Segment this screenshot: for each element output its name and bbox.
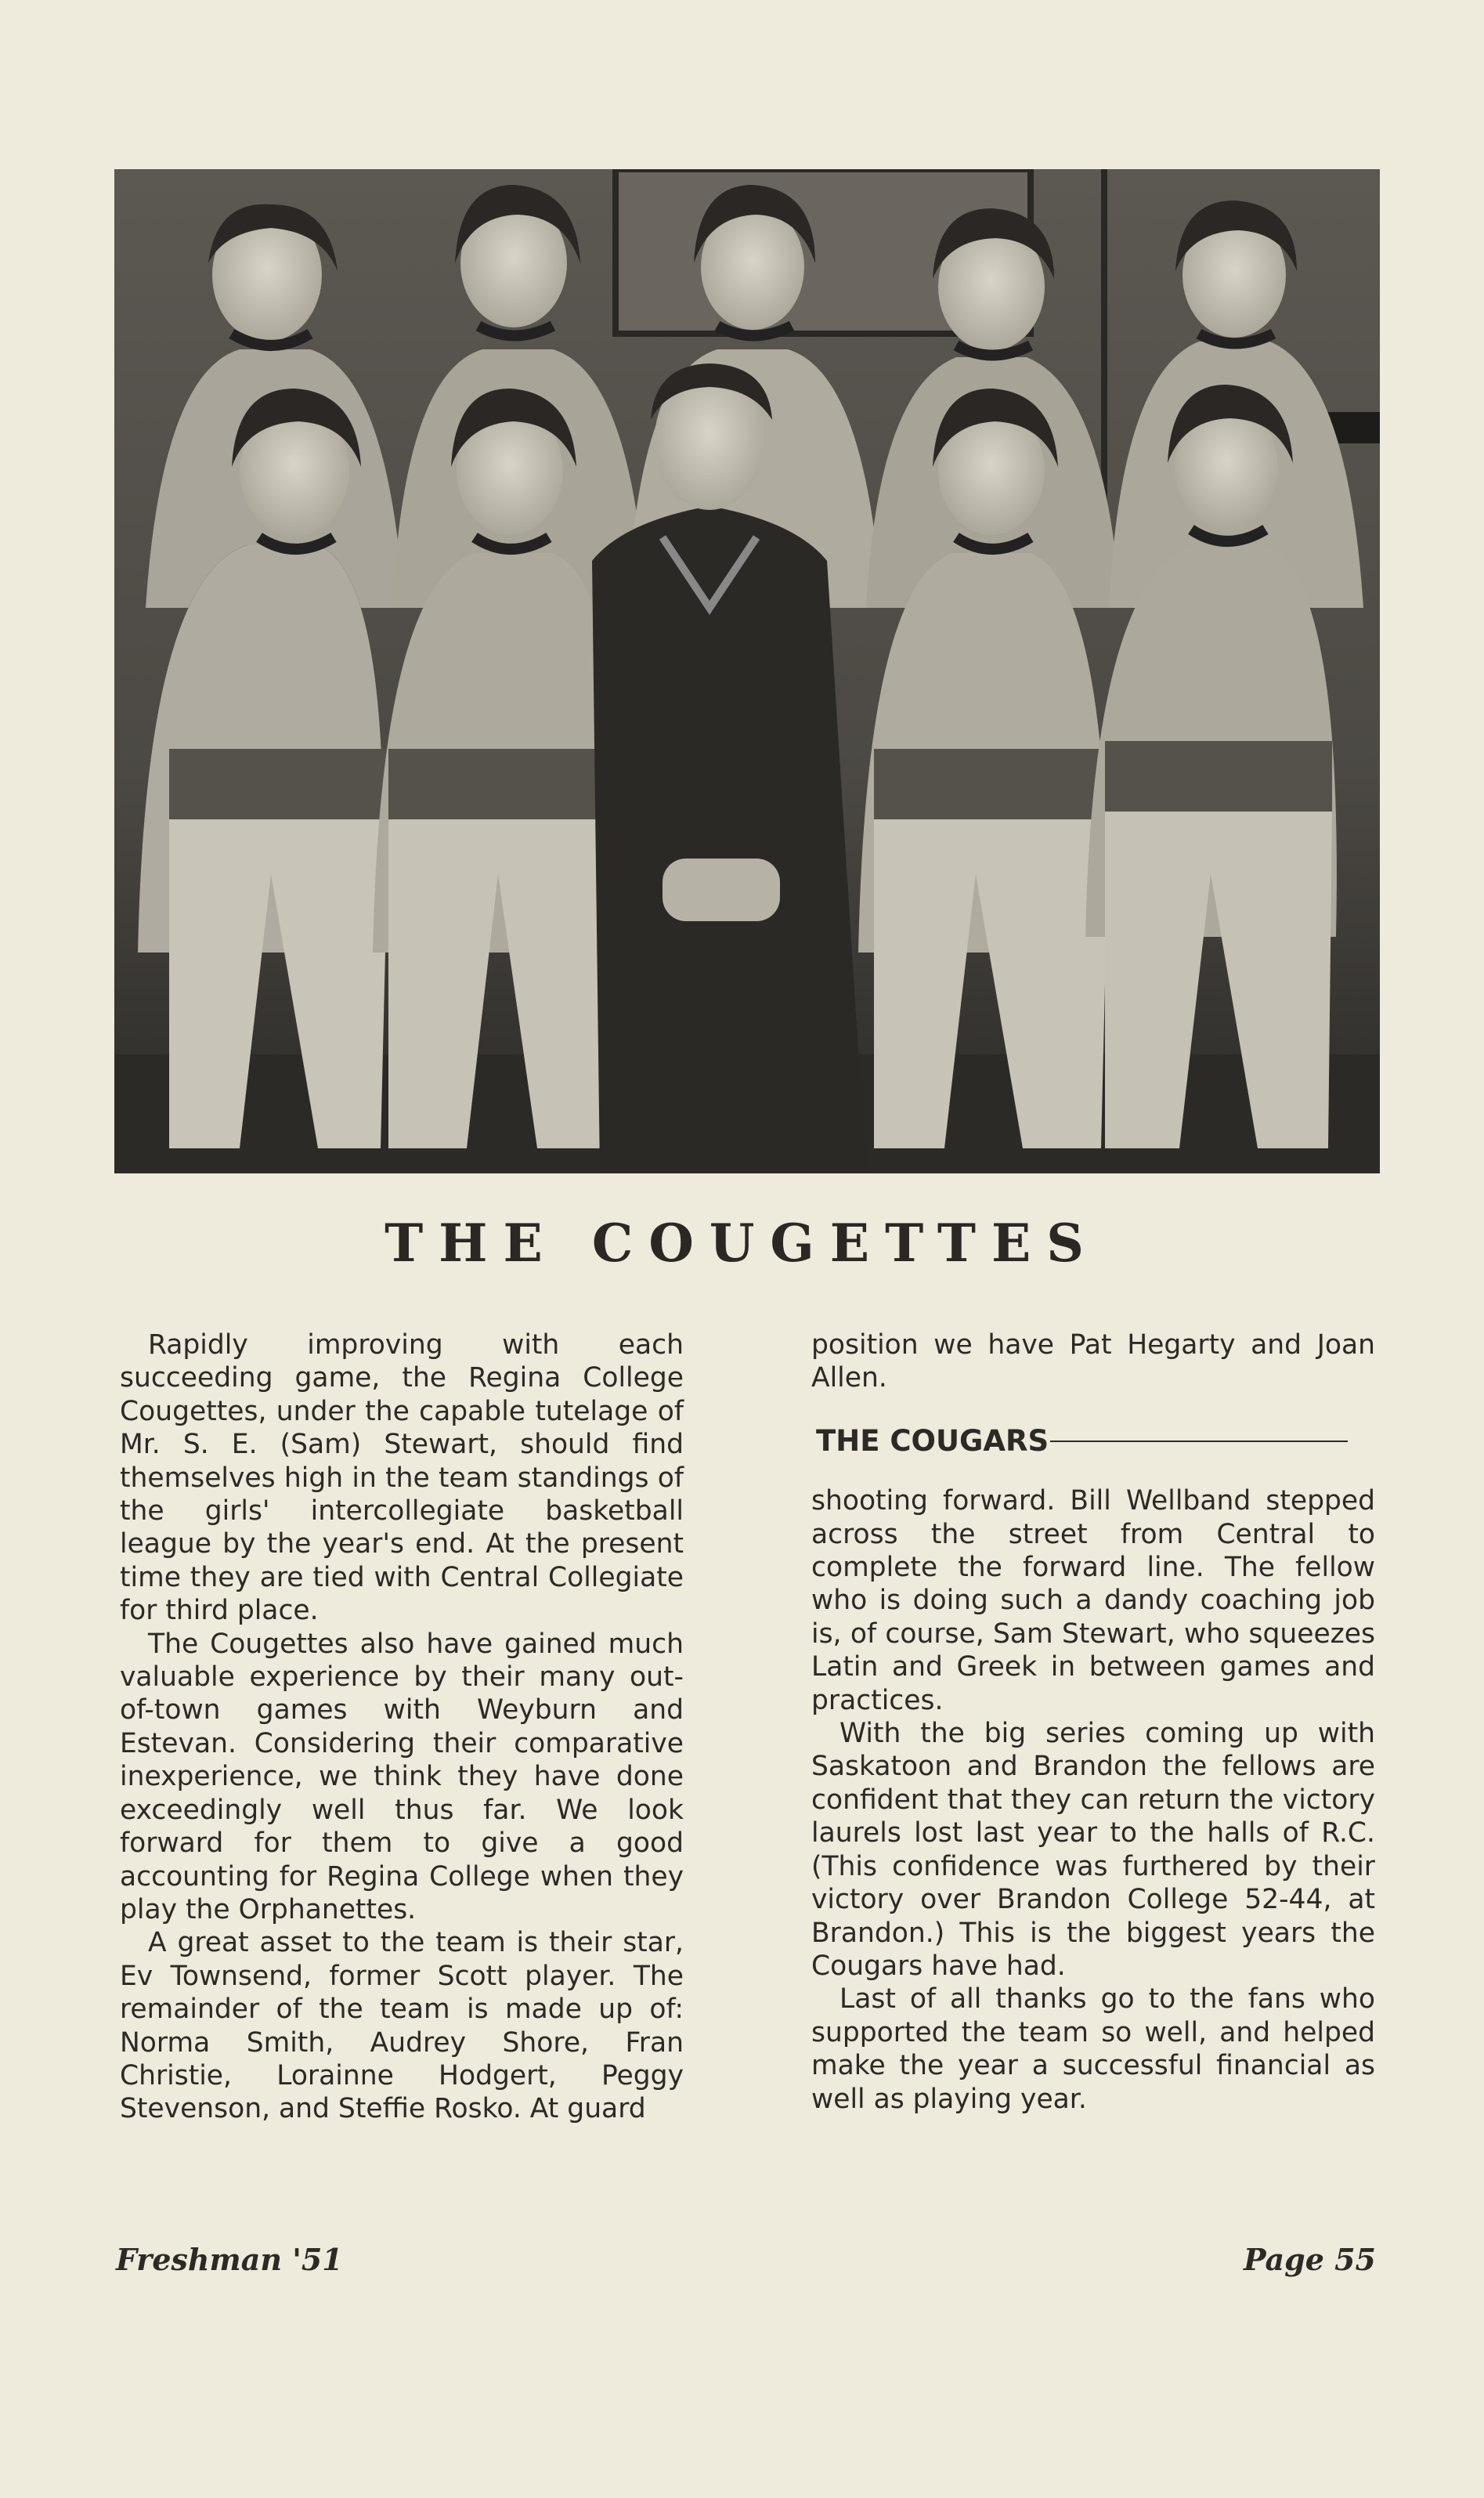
section-heading-text: THE COUGARS (816, 1423, 1049, 1458)
footer-publication: Freshman '51 (116, 2242, 343, 2277)
heading-rule (1050, 1441, 1348, 1442)
article-paragraph: A great asset to the team is their star, Ev Townsend, former Scott player. The remainder of the team is made up of: Norma Smith, Audrey Shore, Fran Christie, Lorainne Hodgert, Peggy Stevenson, and Steffie Rosko. At guard (120, 1927, 684, 2125)
footer-page-number: Page 55 (1243, 2242, 1376, 2277)
article-paragraph: shooting forward. Bill Wellband stepped across the street from Central to complete the forward line. The fellow who is doing such a dandy coaching job is, of course, Sam Stewart, who squeezes Latin and Greek in between games and practices. (811, 1485, 1375, 1716)
left-column (120, 1329, 684, 2126)
article-paragraph: With the big series coming up with Saskatoon and Brandon the fellows are confident that they can return the victory laurels lost last year to the halls of R.C. (This confidence was furthered by their victory over Brandon College 52-44, at Brandon.) This is the biggest years the Cougars have had. (811, 1718, 1375, 1982)
page-title: THE COUGETTES (385, 1213, 1099, 1274)
article-paragraph: The Cougettes also have gained much valuable experience by their many out-of-town games with Weyburn and Estevan. Considering their comparative inexperience, we think they have done exceedingly well thus far. We look forward for them to give a good accounting for Regina College when they play the Orphanettes. (120, 1628, 684, 1925)
article-paragraph: Rapidly improving with each succeeding game, the Regina College Cougettes, under the capable tutelage of Mr. S. E. (Sam) Stewart, should find themselves high in the team standings of the girls' intercollegiate basketball league by the year's end. At the present time they are tied with Central Collegiate for third place. (120, 1329, 684, 1627)
article-paragraph: Last of all thanks go to the fans who supported the team so well, and helped make the year a successful financial as well as playing year. (811, 1983, 1375, 2115)
article-paragraph: position we have Pat Hegarty and Joan Allen. (811, 1329, 1375, 1394)
right-column (811, 1329, 1375, 2116)
section-heading (816, 1425, 1375, 1458)
team-photo (114, 169, 1380, 1173)
team-photo-image (114, 169, 1380, 1173)
